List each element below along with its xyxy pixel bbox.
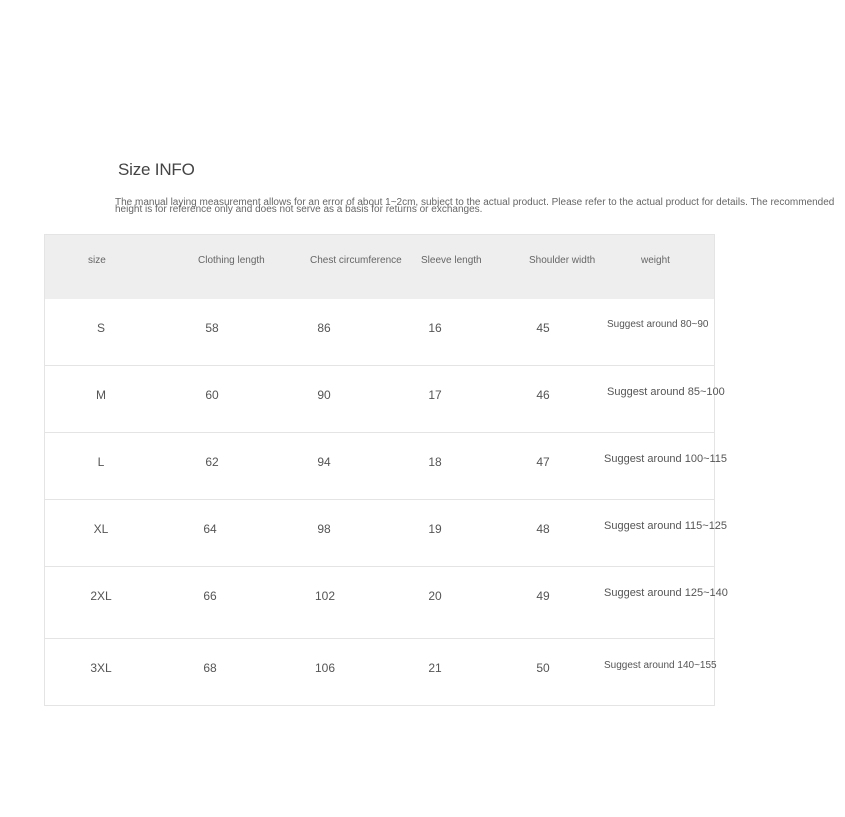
weight-cell: Suggest around 125~140: [604, 587, 728, 599]
shoulder-cell: 46: [536, 388, 550, 402]
chest-cell: 102: [314, 589, 336, 603]
header-shoulder-width: Shoulder width: [529, 255, 596, 266]
clothing-length-cell: 64: [203, 522, 217, 536]
weight-cell: Suggest around 140~155: [604, 660, 717, 671]
shoulder-cell: 50: [536, 661, 550, 675]
chest-cell: 106: [314, 661, 336, 675]
table-row: [45, 567, 728, 639]
size-cell: L: [97, 455, 105, 469]
chest-cell: 94: [317, 455, 331, 469]
shoulder-cell: 47: [536, 455, 550, 469]
header-sleeve-length: Sleeve length: [421, 255, 482, 266]
page-title: Size INFO: [118, 160, 195, 179]
table-header: [45, 235, 714, 299]
weight-cell: Suggest around 85~100: [607, 386, 725, 398]
table-row: [45, 639, 717, 705]
size-cell: M: [96, 388, 106, 402]
shoulder-cell: 48: [536, 522, 550, 536]
clothing-length-cell: 62: [205, 455, 219, 469]
chest-cell: 98: [317, 522, 331, 536]
size-table: [44, 234, 728, 706]
table-row: [45, 299, 714, 366]
size-cell: 3XL: [90, 661, 112, 675]
sleeve-cell: 18: [428, 455, 442, 469]
shoulder-cell: 45: [536, 321, 550, 335]
chest-cell: 86: [317, 321, 331, 335]
measurement-note: The manual laying measurement allows for an error of about 1~2cm, subject to the actual product. Please refer to the actual product for details. The recommended height is for reference only and does not serve as a basis for returns or exchanges.: [115, 197, 835, 215]
clothing-length-cell: 60: [205, 388, 219, 402]
weight-cell: Suggest around 100~115: [604, 453, 728, 465]
size-cell: S: [96, 321, 106, 335]
sleeve-cell: 20: [428, 589, 442, 603]
weight-cell: Suggest around 115~125: [604, 520, 728, 532]
clothing-length-cell: 58: [205, 321, 219, 335]
sleeve-cell: 19: [428, 522, 442, 536]
sleeve-cell: 21: [428, 661, 442, 675]
clothing-length-cell: 66: [203, 589, 217, 603]
weight-cell: Suggest around 80~90: [607, 319, 709, 330]
header-chest-circumference: Chest circumference: [310, 255, 402, 266]
header-clothing-length: Clothing length: [198, 255, 265, 266]
sleeve-cell: 17: [428, 388, 442, 402]
size-cell: XL: [93, 522, 109, 536]
header-weight: weight: [641, 255, 670, 266]
table-row: [45, 366, 725, 433]
sleeve-cell: 16: [428, 321, 442, 335]
header-size: size: [88, 255, 106, 266]
size-cell: 2XL: [90, 589, 112, 603]
clothing-length-cell: 68: [203, 661, 217, 675]
chest-cell: 90: [317, 388, 331, 402]
table-row: [45, 433, 728, 500]
table-row: [45, 500, 728, 567]
shoulder-cell: 49: [536, 589, 550, 603]
